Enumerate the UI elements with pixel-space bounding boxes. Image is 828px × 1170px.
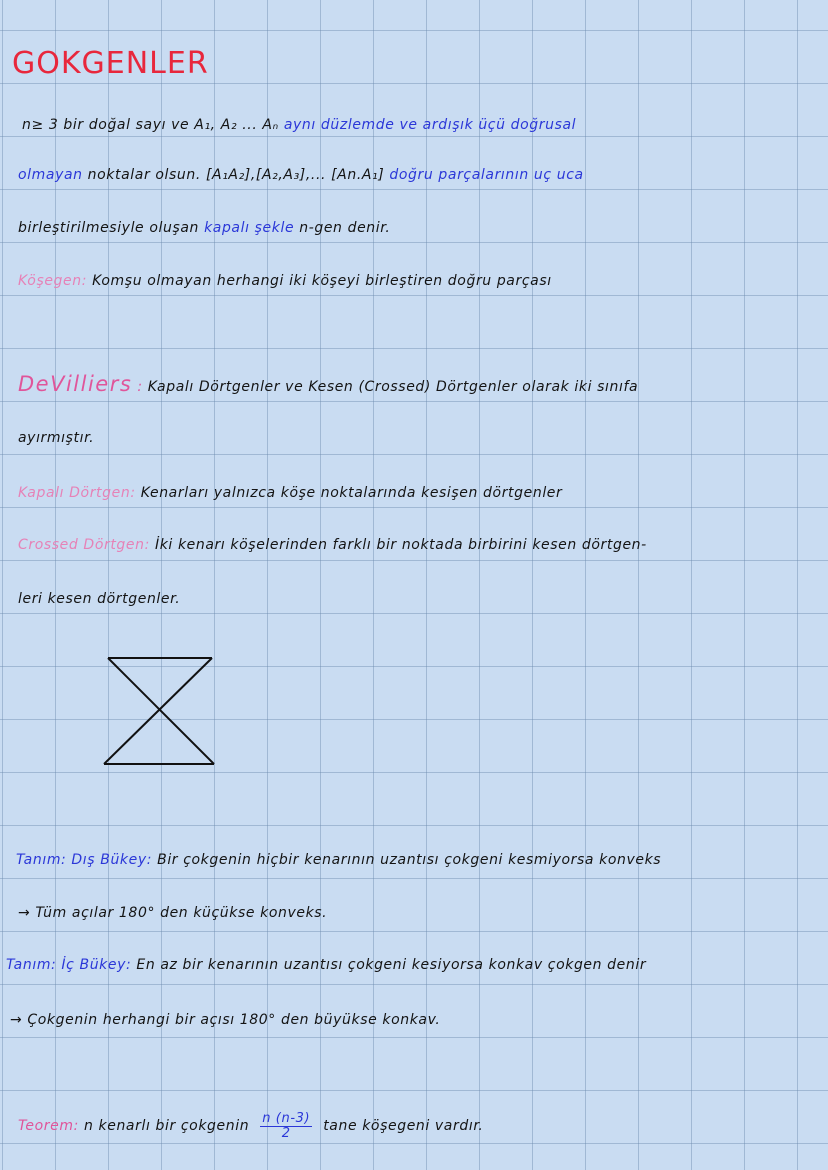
crossed-dortgen-label: Crossed Dörtgen: [18, 537, 150, 553]
dis-bukey-text: Bir çokgenin hiçbir kenarının uzantısı çokgeni kesmiyorsa konveks [157, 852, 662, 868]
crossed-dortgen-line-1 [18, 537, 647, 553]
kosegen-definition [18, 273, 552, 289]
crossed-dortgen-text: İki kenarı köşelerinden farklı bir noktada birbirini kesen dörtgen- [154, 537, 647, 553]
teorem-text: tane köşegeni vardır. [323, 1118, 484, 1135]
intro-line-1 [22, 117, 576, 133]
crossed-dortgen-line-2 [18, 591, 180, 607]
intro-line-3 [18, 220, 390, 236]
kosegen-label: Köşegen: [18, 273, 88, 289]
crossed-quadrilateral-figure [100, 654, 220, 770]
ic-bukey-definition [6, 957, 646, 973]
intro-definition-text: n-gen denir. [299, 220, 391, 236]
kapali-dortgen-label: Kapalı Dörtgen: [18, 485, 136, 501]
intro-highlight: olmayan [18, 167, 83, 183]
figure-diagonal-edge [108, 658, 214, 764]
kapali-dortgen-definition [18, 485, 562, 501]
kosegen-text: Komşu olmayan herhangi iki köşeyi birleştiren doğru parçası [92, 273, 552, 289]
dis-bukey-label: Tanım: Dış Bükey: [16, 852, 153, 868]
page-title: GOKGENLER [12, 46, 209, 81]
teorem-label: Teorem: [18, 1118, 79, 1135]
dis-bukey-definition [16, 852, 661, 868]
intro-definition-text: n≥ 3 bir doğal sayı ve A₁, A₂ ... Aₙ [22, 117, 279, 133]
ic-bukey-note: → Çokgenin herhangi bir açısı 180° den büyükse konkav. [10, 1012, 441, 1028]
intro-definition-text: birleştirilmesiyle oluşan [18, 220, 199, 236]
devilliers-text: ayırmıştır. [18, 430, 95, 446]
intro-line-2 [18, 167, 584, 183]
devilliers-line-2 [18, 430, 94, 446]
figure-diagonal-edge [104, 658, 212, 764]
devilliers-label: DeVilliers [18, 372, 133, 396]
intro-definition-text: noktalar olsun. [A₁A₂],[A₂,A₃],... [An.A₁] [87, 167, 385, 183]
diagonal-count-fraction [260, 1112, 312, 1140]
intro-highlight: aynı düzlemde ve ardışık üçü doğrusal [283, 117, 577, 133]
teorem-statement [18, 1112, 483, 1140]
kapali-dortgen-text: Kenarları yalnızca köşe noktalarında kesişen dörtgenler [140, 485, 563, 501]
fraction-numerator: n (n-3) [262, 1111, 311, 1126]
fraction-denominator: 2 [281, 1125, 291, 1141]
teorem-text: n kenarlı bir çokgenin [84, 1118, 250, 1135]
intro-highlight: doğru parçalarının uç uca [389, 167, 584, 183]
dis-bukey-note: → Tüm açılar 180° den küçükse konveks. [18, 905, 328, 921]
ic-bukey-text: En az bir kenarının uzantısı çokgeni kesiyorsa konkav çokgen denir [136, 957, 647, 973]
ic-bukey-label: Tanım: İç Bükey: [6, 957, 132, 973]
intro-highlight: kapalı şekle [204, 220, 295, 236]
devilliers-line-1 [18, 372, 638, 396]
devilliers-colon: : [137, 379, 143, 395]
devilliers-text: Kapalı Dörtgenler ve Kesen (Crossed) Dörtgenler olarak iki sınıfa [147, 379, 639, 395]
crossed-dortgen-text: leri kesen dörtgenler. [18, 591, 181, 607]
